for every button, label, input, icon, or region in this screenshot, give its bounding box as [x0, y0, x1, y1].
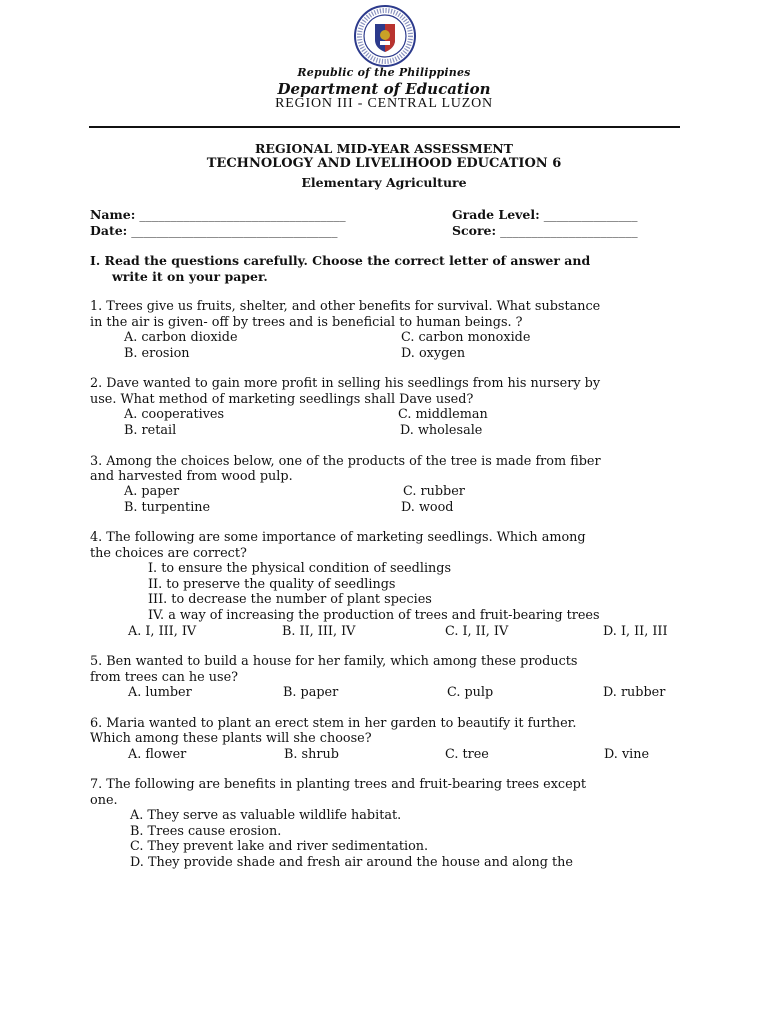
question-3-line-1: 3. Among the choices below, one of the products of the tree is made from fiber: [90, 454, 601, 469]
q4-statement-1: I. to ensure the physical condition of seedlings: [148, 561, 452, 576]
q4-statement-2: II. to preserve the quality of seedlings: [148, 577, 396, 592]
question-5-line-1: 5. Ben wanted to build a house for her family, which among these products: [90, 654, 578, 669]
instructions-line-1: I. Read the questions carefully. Choose the correct letter of answer and: [90, 253, 591, 268]
date-label: Date:: [90, 223, 128, 238]
question-6-line-1: 6. Maria wanted to plant an erect stem in her garden to beautify it further.: [90, 716, 577, 731]
assessment-title: REGIONAL MID-YEAR ASSESSMENT: [255, 141, 513, 156]
question-5-line-2: from trees can he use?: [90, 670, 239, 685]
q2-option-b: B. retail: [124, 423, 177, 438]
q7-option-b: B. Trees cause erosion.: [130, 824, 282, 839]
date-field[interactable]: [90, 223, 338, 238]
region-line: REGION III - CENTRAL LUZON: [275, 96, 493, 111]
subtitle: Elementary Agriculture: [301, 175, 467, 190]
department-line: Department of Education: [277, 80, 491, 98]
question-2-line-2: use. What method of marketing seedlings shall Dave used?: [90, 392, 474, 407]
q1-option-d: D. oxygen: [401, 346, 466, 361]
deped-seal-logo: [349, 4, 421, 68]
question-1-line-2: in the air is given- off by trees and is beneficial to human beings. ?: [90, 315, 523, 330]
name-label: Name:: [90, 207, 136, 222]
question-7-line-1: 7. The following are benefits in planting trees and fruit-bearing trees except: [90, 777, 586, 792]
q5-option-d: D. rubber: [603, 685, 666, 700]
question-4-line-1: 4. The following are some importance of marketing seedlings. Which among: [90, 530, 586, 545]
q4-statement-4: IV. a way of increasing the production of trees and fruit-bearing trees: [148, 608, 600, 623]
q7-option-c: C. They prevent lake and river sedimentation.: [130, 839, 429, 854]
q7-option-a: A. They serve as valuable wildlife habitat.: [130, 808, 402, 823]
q4-option-b: B. II, III, IV: [282, 624, 356, 639]
name-field[interactable]: [90, 207, 346, 222]
q1-option-c: C. carbon monoxide: [401, 330, 531, 345]
q3-option-a: A. paper: [124, 484, 180, 499]
header-divider: [89, 126, 680, 128]
question-1-line-1: 1. Trees give us fruits, shelter, and other benefits for survival. What substance: [90, 299, 601, 314]
q4-statement-3: III. to decrease the number of plant species: [148, 592, 432, 607]
score-blank[interactable]: ______________________: [500, 223, 638, 238]
q4-option-a: A. I, III, IV: [128, 624, 197, 639]
question-2-line-1: 2. Dave wanted to gain more profit in selling his seedlings from his nursery by: [90, 376, 601, 391]
q3-option-c: C. rubber: [403, 484, 465, 499]
score-field[interactable]: [452, 223, 638, 238]
q6-option-b: B. shrub: [284, 747, 339, 762]
question-4-line-2: the choices are correct?: [90, 546, 247, 561]
q7-option-d: D. They provide shade and fresh air around the house and along the: [130, 855, 573, 870]
instructions-line-2: write it on your paper.: [112, 269, 268, 284]
grade-level-label: Grade Level:: [452, 207, 540, 222]
score-label: Score:: [452, 223, 497, 238]
q3-option-b: B. turpentine: [124, 500, 211, 515]
republic-line: Republic of the Philippines: [297, 66, 471, 79]
q5-option-b: B. paper: [283, 685, 339, 700]
grade-level-blank[interactable]: _______________: [543, 207, 638, 222]
q5-option-c: C. pulp: [447, 685, 494, 700]
q6-option-c: C. tree: [445, 747, 489, 762]
q1-option-a: A. carbon dioxide: [124, 330, 238, 345]
q4-option-c: C. I, II, IV: [445, 624, 509, 639]
question-7-line-2: one.: [90, 793, 118, 808]
q2-option-c: C. middleman: [398, 407, 488, 422]
q1-option-b: B. erosion: [124, 346, 190, 361]
q5-option-a: A. lumber: [128, 685, 192, 700]
q6-option-a: A. flower: [128, 747, 187, 762]
grade-level-field[interactable]: [452, 207, 637, 222]
name-blank[interactable]: _________________________________: [139, 207, 346, 222]
question-6-line-2: Which among these plants will she choose?: [90, 731, 372, 746]
q6-option-d: D. vine: [604, 747, 650, 762]
q4-option-d: D. I, II, III: [603, 624, 668, 639]
instructions: [90, 253, 677, 285]
subject-title: TECHNOLOGY AND LIVELIHOOD EDUCATION 6: [206, 156, 562, 171]
question-3-line-2: and harvested from wood pulp.: [90, 469, 293, 484]
date-blank[interactable]: _________________________________: [131, 223, 338, 238]
q3-option-d: D. wood: [401, 500, 454, 515]
q2-option-d: D. wholesale: [400, 423, 483, 438]
q2-option-a: A. cooperatives: [124, 407, 225, 422]
